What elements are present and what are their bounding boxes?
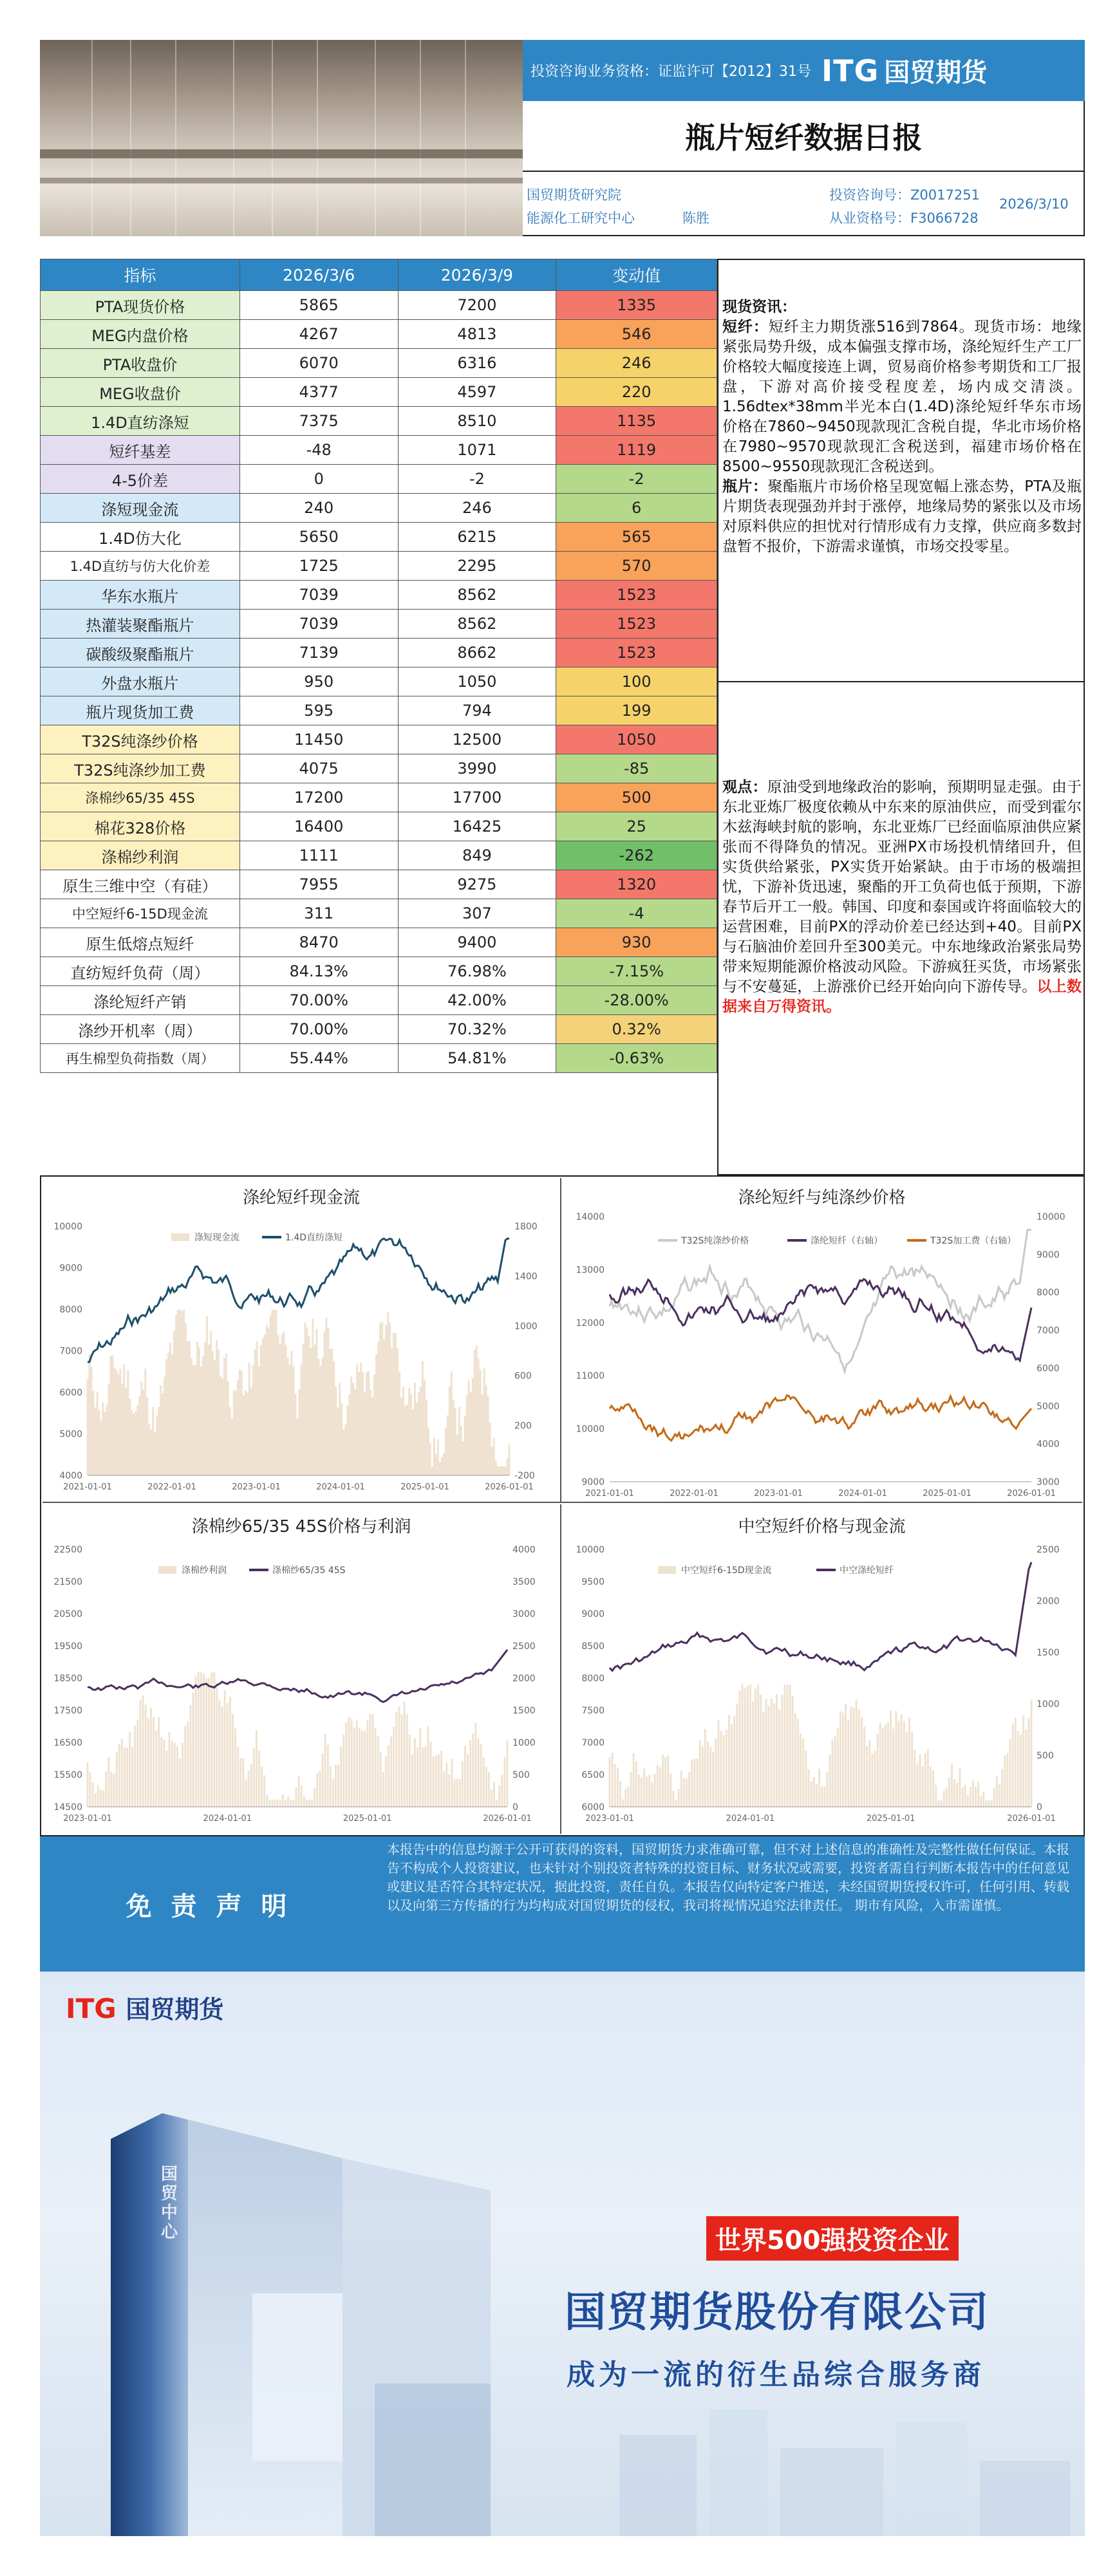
- indicator-cell: 涤纶短纤产销: [41, 986, 240, 1015]
- table-row: [41, 465, 717, 494]
- y-left-tick-label: 14500: [53, 1802, 82, 1813]
- indicator-cell: 棉花328价格: [41, 812, 240, 841]
- table-row: [41, 349, 717, 378]
- legend-label: 涤纶短纤（右轴）: [811, 1236, 883, 1246]
- value-curr-cell: 54.81%: [398, 1044, 556, 1073]
- value-prev-cell: 55.44%: [239, 1044, 398, 1073]
- chart-title: 涤纶短纤与纯涤纱价格: [738, 1188, 906, 1208]
- table-row: [41, 407, 717, 436]
- x-tick-label: 2022-01-01: [147, 1482, 196, 1492]
- y-right-tick-label: 4000: [1037, 1439, 1060, 1450]
- y-right-tick-label: -200: [514, 1471, 535, 1481]
- change-cell: 570: [556, 552, 717, 581]
- value-curr-cell: 1050: [398, 667, 556, 696]
- indicator-cell: MEG收盘价: [41, 378, 240, 407]
- y-right-tick-label: 600: [514, 1371, 532, 1382]
- table-row: [41, 754, 717, 783]
- indicator-cell: 瓶片现货加工费: [41, 696, 240, 725]
- table-row: [41, 378, 717, 407]
- x-tick-label: 2025-01-01: [343, 1814, 392, 1824]
- indicator-cell: 原生低熔点短纤: [41, 928, 240, 957]
- value-prev-cell: 70.00%: [239, 986, 398, 1015]
- change-cell: 100: [556, 667, 717, 696]
- indicator-cell: MEG内盘价格: [41, 320, 240, 349]
- change-cell: 1523: [556, 639, 717, 667]
- value-curr-cell: 6316: [398, 349, 556, 378]
- y-left-tick-label: 4000: [59, 1471, 82, 1481]
- y-right-tick-label: 3000: [1037, 1477, 1060, 1488]
- y-left-tick-label: 8500: [581, 1641, 605, 1652]
- indicator-cell: 华东水瓶片: [41, 581, 240, 610]
- y-left-tick-label: 15500: [53, 1770, 82, 1780]
- y-left-tick-label: 5000: [59, 1429, 82, 1440]
- value-curr-cell: 1071: [398, 436, 556, 465]
- table-row: [41, 639, 717, 667]
- value-curr-cell: 9400: [398, 928, 556, 957]
- change-cell: 1050: [556, 725, 717, 754]
- x-tick-label: 2025-01-01: [400, 1482, 449, 1492]
- legend-label: 中空短纤6-15D现金流: [681, 1565, 772, 1576]
- y-left-tick-label: 10000: [576, 1424, 605, 1435]
- building-text: 国 贸 中 心: [161, 2165, 178, 2242]
- qualification-text: 投资咨询业务资格：证监许可【2012】31号: [530, 64, 811, 80]
- y-right-tick-label: 2500: [1037, 1545, 1060, 1555]
- x-tick-label: 2021-01-01: [585, 1489, 634, 1498]
- indicator-cell: 涤纱开机率（周）: [41, 1015, 240, 1044]
- y-right-tick-label: 6000: [1037, 1363, 1060, 1374]
- value-prev-cell: 4267: [239, 320, 398, 349]
- y-right-tick-label: 4000: [512, 1545, 536, 1555]
- y-left-tick-label: 11000: [576, 1371, 605, 1382]
- value-prev-cell: 5865: [239, 291, 398, 320]
- change-cell: 6: [556, 494, 717, 523]
- y-left-tick-label: 13000: [576, 1265, 605, 1276]
- cashflow-bars-series: [88, 1310, 509, 1475]
- y-left-tick-label: 12000: [576, 1318, 605, 1329]
- x-tick-label: 2026-01-01: [483, 1814, 532, 1824]
- change-cell: -28.00%: [556, 986, 717, 1015]
- y-left-tick-label: 7000: [581, 1738, 605, 1748]
- change-cell: 1523: [556, 581, 717, 610]
- value-curr-cell: 42.00%: [398, 986, 556, 1015]
- indicator-cell: 原生三维中空（有硅）: [41, 870, 240, 899]
- value-prev-cell: 7139: [239, 639, 398, 667]
- y-right-tick-label: 1000: [1037, 1699, 1060, 1710]
- x-tick-label: 2023-01-01: [63, 1814, 112, 1824]
- chart-title: 中空短纤价格与现金流: [738, 1517, 906, 1536]
- value-curr-cell: 8562: [398, 581, 556, 610]
- value-curr-cell: 307: [398, 899, 556, 928]
- indicator-cell: PTA现货价格: [41, 291, 240, 320]
- spot-title: 现货资讯：: [722, 299, 796, 315]
- legend-label: 中空涤纶短纤: [840, 1565, 894, 1576]
- change-cell: 0.32%: [556, 1015, 717, 1044]
- profit-bars-series: [88, 1672, 507, 1807]
- value-prev-cell: 5650: [239, 523, 398, 552]
- change-cell: 25: [556, 812, 717, 841]
- value-prev-cell: 595: [239, 696, 398, 725]
- value-prev-cell: 4377: [239, 378, 398, 407]
- value-curr-cell: 849: [398, 841, 556, 870]
- y-right-tick-label: 3000: [512, 1609, 536, 1619]
- indicator-cell: T32S纯涤纱加工费: [41, 754, 240, 783]
- change-cell: -2: [556, 465, 717, 494]
- x-tick-label: 2026-01-01: [485, 1482, 534, 1492]
- change-cell: -0.63%: [556, 1044, 717, 1073]
- y-right-tick-label: 9000: [1037, 1249, 1060, 1260]
- fortune500-badge: 世界500强投资企业: [706, 2216, 959, 2261]
- indicator-cell: 热灌装聚酯瓶片: [41, 610, 240, 639]
- banner-itg-logo: ITG: [66, 1993, 117, 2024]
- table-header-row: [41, 259, 717, 291]
- indicator-cell: T32S纯涤纱价格: [41, 725, 240, 754]
- chart-title: 涤纶短纤现金流: [242, 1188, 360, 1208]
- value-prev-cell: 4075: [239, 754, 398, 783]
- y-right-tick-label: 1500: [1037, 1648, 1060, 1658]
- table-row: [41, 812, 717, 841]
- change-cell: 199: [556, 696, 717, 725]
- chart-panel-blend: [42, 1504, 561, 1834]
- value-prev-cell: 84.13%: [239, 957, 398, 986]
- change-cell: 1335: [556, 291, 717, 320]
- table-row: [41, 610, 717, 639]
- view-commentary: [722, 778, 1082, 1017]
- value-prev-cell: 70.00%: [239, 1015, 398, 1044]
- change-cell: -262: [556, 841, 717, 870]
- value-prev-cell: 311: [239, 899, 398, 928]
- y-left-tick-label: 6000: [59, 1388, 82, 1398]
- value-curr-cell: 794: [398, 696, 556, 725]
- company-logo-text: 国贸期货: [884, 58, 988, 88]
- value-curr-cell: 70.32%: [398, 1015, 556, 1044]
- yarn-price-series: [610, 1230, 1031, 1372]
- table-row: [41, 725, 717, 754]
- legend-swatch: [158, 1566, 176, 1574]
- value-curr-cell: 7200: [398, 291, 556, 320]
- value-prev-cell: 0: [239, 465, 398, 494]
- change-cell: 1320: [556, 870, 717, 899]
- disclaimer-text: 本报告中的信息均源于公开可获得的资料，国贸期货力求准确可靠，但不对上述信息的准确性及完整性做任何保证。本报告不构成个人投资建议，也未针对个别投资者特殊的投资目标、财务状况或需要，投资者需自行判断本报告中的任何意见或建议是否符合其特定状况，据此投资，责任自负。本报告仅向特定客户推送，未经国贸期货授权许可，任何引用、转载以及向第三方传播的行为均构成对国贸期货的侵权，我司将视情况追究法律责任。 期市有风险，入市需谨慎。: [378, 1836, 1085, 1972]
- value-curr-cell: 16425: [398, 812, 556, 841]
- company-banner: [40, 1972, 1085, 2536]
- x-tick-label: 2021-01-01: [63, 1482, 112, 1492]
- value-curr-cell: 4597: [398, 378, 556, 407]
- banner-slogan: 成为一流的衍生品综合服务商: [567, 2358, 985, 2391]
- banner-company-logo: 国贸期货: [126, 1995, 224, 2024]
- consult-number: 投资咨询号：Z0017251: [829, 187, 980, 203]
- y-right-tick-label: 2000: [512, 1674, 536, 1684]
- y-left-tick-label: 9500: [581, 1577, 605, 1587]
- chart-svg: [42, 1178, 561, 1503]
- change-cell: 220: [556, 378, 717, 407]
- table-row: [41, 870, 717, 899]
- indicator-cell: 碳酸级聚酯瓶片: [41, 639, 240, 667]
- change-cell: 930: [556, 928, 717, 957]
- change-cell: 1523: [556, 610, 717, 639]
- x-tick-label: 2024-01-01: [316, 1482, 365, 1492]
- y-right-tick-label: 200: [514, 1421, 532, 1432]
- blend-yarn-price-series: [88, 1650, 507, 1702]
- y-right-tick-label: 0: [512, 1802, 518, 1813]
- y-left-tick-label: 8000: [59, 1305, 82, 1315]
- value-prev-cell: 11450: [239, 725, 398, 754]
- y-right-tick-label: 3500: [512, 1577, 536, 1587]
- value-prev-cell: 8470: [239, 928, 398, 957]
- y-left-tick-label: 16500: [53, 1738, 82, 1748]
- y-left-tick-label: 9000: [581, 1609, 605, 1619]
- y-left-tick-label: 6000: [581, 1802, 605, 1813]
- legend-label: 涤短现金流: [194, 1233, 239, 1243]
- change-cell: 546: [556, 320, 717, 349]
- header-photo: [40, 40, 523, 236]
- y-left-tick-label: 14000: [576, 1212, 605, 1222]
- table-row: [41, 957, 717, 986]
- table-row: [41, 320, 717, 349]
- value-prev-cell: 240: [239, 494, 398, 523]
- y-right-tick-label: 7000: [1037, 1325, 1060, 1336]
- value-prev-cell: 16400: [239, 812, 398, 841]
- value-curr-cell: 6215: [398, 523, 556, 552]
- table-row: [41, 1015, 717, 1044]
- report-date: 2026/3/10: [999, 196, 1069, 212]
- legend-label: 1.4D直纺涤短: [285, 1233, 343, 1243]
- y-left-tick-label: 6500: [581, 1770, 605, 1780]
- change-cell: -4: [556, 899, 717, 928]
- y-left-tick-label: 20500: [53, 1609, 82, 1619]
- value-curr-cell: 17700: [398, 783, 556, 812]
- indicator-cell: 外盘水瓶片: [41, 667, 240, 696]
- value-prev-cell: 1725: [239, 552, 398, 581]
- y-left-tick-label: 21500: [53, 1577, 82, 1587]
- view-text: 原油受到地缘政治的影响，预期明显走强。由于东北亚炼厂极度依赖从中东来的原油供应，而受到霍尔木兹海峡封航的影响，东北亚炼厂已经面临原油供应紧张而不得降负的情况。亚洲PX市场投机情绪回升，但实货供给紧张，PX实货开始紧缺。由于市场的极端担忧，下游补货迅速，聚酯的开工负荷也低于预期，下游春节后开工一般。韩国、印度和泰国或许将面临较大的运营困难，目前PX的浮动价差已经达到+40。目前PX与石脑油价差回升至300美元。中东地缘政治紧张局势带来短期能源价格波动风险。下游疯狂买货，市场紧张与不安蔓延，上游涨价已经开始向向下游传导。: [722, 779, 1082, 995]
- legend-swatch: [658, 1566, 676, 1574]
- chart-panel-yarn: [561, 1178, 1082, 1503]
- x-tick-label: 2024-01-01: [726, 1814, 775, 1824]
- column-header: 2026/3/9: [398, 259, 556, 291]
- value-prev-cell: 17200: [239, 783, 398, 812]
- y-left-tick-label: 10000: [576, 1545, 605, 1555]
- header-band: [523, 40, 1085, 101]
- legend-label: T32S加工费（右轴）: [930, 1236, 1017, 1246]
- chart-svg: [561, 1178, 1082, 1503]
- table-row: [41, 696, 717, 725]
- indicator-cell: PTA收盘价: [41, 349, 240, 378]
- report-title: 瓶片短纤数据日报: [523, 101, 1085, 172]
- value-prev-cell: 7955: [239, 870, 398, 899]
- y-right-tick-label: 1400: [514, 1271, 538, 1282]
- hollow-price-series: [610, 1562, 1031, 1671]
- price-line-series: [88, 1238, 509, 1362]
- value-prev-cell: 7375: [239, 407, 398, 436]
- legend-swatch: [171, 1233, 189, 1241]
- y-right-tick-label: 500: [512, 1770, 530, 1780]
- table-row: [41, 928, 717, 957]
- itg-logo: ITG: [821, 53, 879, 88]
- indicator-cell: 1.4D仿大化: [41, 523, 240, 552]
- change-cell: 565: [556, 523, 717, 552]
- institute-name: 国贸期货研究院: [527, 187, 621, 203]
- y-right-tick-label: 1000: [512, 1738, 536, 1748]
- y-left-tick-label: 17500: [53, 1706, 82, 1716]
- hollow-cashflow-bars-series: [610, 1685, 1031, 1807]
- column-header: 变动值: [556, 259, 717, 291]
- x-tick-label: 2024-01-01: [838, 1489, 887, 1498]
- value-curr-cell: 246: [398, 494, 556, 523]
- y-left-tick-label: 7000: [59, 1346, 82, 1357]
- chart-svg: [561, 1504, 1082, 1834]
- value-curr-cell: 76.98%: [398, 957, 556, 986]
- y-right-tick-label: 1800: [514, 1222, 538, 1232]
- x-tick-label: 2023-01-01: [232, 1482, 281, 1492]
- y-left-tick-label: 9000: [59, 1263, 82, 1274]
- bottle-label: 瓶片：: [722, 478, 768, 495]
- y-left-tick-label: 19500: [53, 1641, 82, 1652]
- banner-company-name: 国贸期货股份有限公司: [565, 2289, 990, 2337]
- x-tick-label: 2024-01-01: [203, 1814, 252, 1824]
- y-right-tick-label: 5000: [1037, 1401, 1060, 1412]
- y-right-tick-label: 1500: [512, 1706, 536, 1716]
- table-row: [41, 494, 717, 523]
- x-tick-label: 2023-01-01: [754, 1489, 803, 1498]
- table-row: [41, 552, 717, 581]
- view-label: 观点：: [722, 779, 767, 796]
- y-right-tick-label: 500: [1037, 1751, 1054, 1761]
- indicator-cell: 1.4D直纺涤短: [41, 407, 240, 436]
- value-prev-cell: 6070: [239, 349, 398, 378]
- table-row: [41, 986, 717, 1015]
- y-left-tick-label: 7500: [581, 1706, 605, 1716]
- indicator-table: [40, 259, 717, 1073]
- indicator-cell: 涤棉纱65/35 45S: [41, 783, 240, 812]
- legend-label: 涤棉纱65/35 45S: [272, 1565, 346, 1576]
- value-prev-cell: -48: [239, 436, 398, 465]
- data-source-note: 以上数据来自万得资讯。: [722, 978, 1082, 1015]
- change-cell: 1119: [556, 436, 717, 465]
- value-curr-cell: 8562: [398, 610, 556, 639]
- value-curr-cell: 4813: [398, 320, 556, 349]
- value-prev-cell: 7039: [239, 610, 398, 639]
- table-row: [41, 841, 717, 870]
- bottle-text: 聚酯瓶片市场价格呈现宽幅上涨态势，PTA及瓶片期货表现强劲并封于涨停，地缘局势的紧张以及市场对原料供应的担忧对行情形成有力支撑，供应商多数封盘暂不报价，下游需求谨慎，市场交投零星。: [722, 478, 1082, 555]
- y-right-tick-label: 0: [1037, 1802, 1042, 1813]
- change-cell: 246: [556, 349, 717, 378]
- table-row: [41, 667, 717, 696]
- y-left-tick-label: 9000: [581, 1477, 605, 1488]
- disclaimer-title: 免 责 声 明: [40, 1836, 378, 1972]
- table-row: [41, 783, 717, 812]
- spot-commentary: [722, 297, 1082, 557]
- y-right-tick-label: 2000: [1037, 1596, 1060, 1607]
- chart-title: 涤棉纱65/35 45S价格与利润: [191, 1517, 411, 1536]
- table-row: [41, 1044, 717, 1073]
- change-cell: 500: [556, 783, 717, 812]
- value-curr-cell: 9275: [398, 870, 556, 899]
- indicator-cell: 中空短纤6-15D现金流: [41, 899, 240, 928]
- change-cell: -85: [556, 754, 717, 783]
- staple-price-series: [610, 1279, 1031, 1361]
- indicator-cell: 涤短现金流: [41, 494, 240, 523]
- staple-label: 短纤：: [722, 319, 769, 335]
- x-tick-label: 2026-01-01: [1007, 1814, 1056, 1824]
- chart-panel-hollow: [561, 1504, 1082, 1834]
- value-prev-cell: 7039: [239, 581, 398, 610]
- indicator-cell: 1.4D直纺与仿大化价差: [41, 552, 240, 581]
- y-left-tick-label: 18500: [53, 1674, 82, 1684]
- staple-text: 短纤主力期货涨516到7864。现货市场：地缘紧张局势升级，成本偏强支撑市场，涤纶短纤生产工厂价格较大幅度接连上调，贸易商价格参考期货和工厂报盘，下游对高价接受程度差，场内成交清淡。1.56dtex*38mm半光本白(1.4D)涤纶短纤华东市场价格在7860~9450现款现汇含税自提，华北市场价格在7980~9570现款现汇含税送到，福建市场价格在8500~9550现款现汇含税送到。: [722, 319, 1082, 475]
- table-row: [41, 291, 717, 320]
- column-header: 指标: [41, 259, 240, 291]
- x-tick-label: 2025-01-01: [923, 1489, 972, 1498]
- indicator-cell: 直纺短纤负荷（周）: [41, 957, 240, 986]
- y-right-tick-label: 8000: [1037, 1287, 1060, 1298]
- practice-number: 从业资格号：F3066728: [829, 210, 979, 226]
- analyst-name: 陈胜: [682, 210, 709, 226]
- legend-label: 涤棉纱利润: [182, 1565, 227, 1576]
- value-prev-cell: 1111: [239, 841, 398, 870]
- column-header: 2026/3/6: [239, 259, 398, 291]
- value-curr-cell: 8662: [398, 639, 556, 667]
- table-row: [41, 436, 717, 465]
- x-tick-label: 2022-01-01: [670, 1489, 718, 1498]
- x-tick-label: 2023-01-01: [585, 1814, 634, 1824]
- change-cell: 1135: [556, 407, 717, 436]
- y-right-tick-label: 10000: [1037, 1212, 1065, 1222]
- legend-label: T32S纯涤纱价格: [681, 1236, 749, 1246]
- y-right-tick-label: 1000: [514, 1321, 538, 1332]
- value-curr-cell: 3990: [398, 754, 556, 783]
- value-prev-cell: 950: [239, 667, 398, 696]
- value-curr-cell: 12500: [398, 725, 556, 754]
- value-curr-cell: 2295: [398, 552, 556, 581]
- value-curr-cell: -2: [398, 465, 556, 494]
- chart-panel-cashflow: [42, 1178, 561, 1503]
- indicator-cell: 再生棉型负荷指数（周）: [41, 1044, 240, 1073]
- y-left-tick-label: 10000: [53, 1222, 82, 1232]
- indicator-cell: 涤棉纱利润: [41, 841, 240, 870]
- y-left-tick-label: 8000: [581, 1674, 605, 1684]
- processing-fee-series: [610, 1395, 1031, 1441]
- table-row: [41, 581, 717, 610]
- y-left-tick-label: 22500: [53, 1545, 82, 1555]
- y-right-tick-label: 2500: [512, 1641, 536, 1652]
- x-tick-label: 2025-01-01: [866, 1814, 915, 1824]
- commentary-divider: [717, 681, 1085, 682]
- indicator-cell: 4-5价差: [41, 465, 240, 494]
- x-tick-label: 2026-01-01: [1007, 1489, 1056, 1498]
- center-name: 能源化工研究中心: [527, 210, 635, 226]
- table-row: [41, 523, 717, 552]
- chart-svg: [42, 1504, 561, 1834]
- change-cell: -7.15%: [556, 957, 717, 986]
- indicator-cell: 短纤基差: [41, 436, 240, 465]
- report-info: [523, 172, 1085, 236]
- value-curr-cell: 8510: [398, 407, 556, 436]
- table-row: [41, 899, 717, 928]
